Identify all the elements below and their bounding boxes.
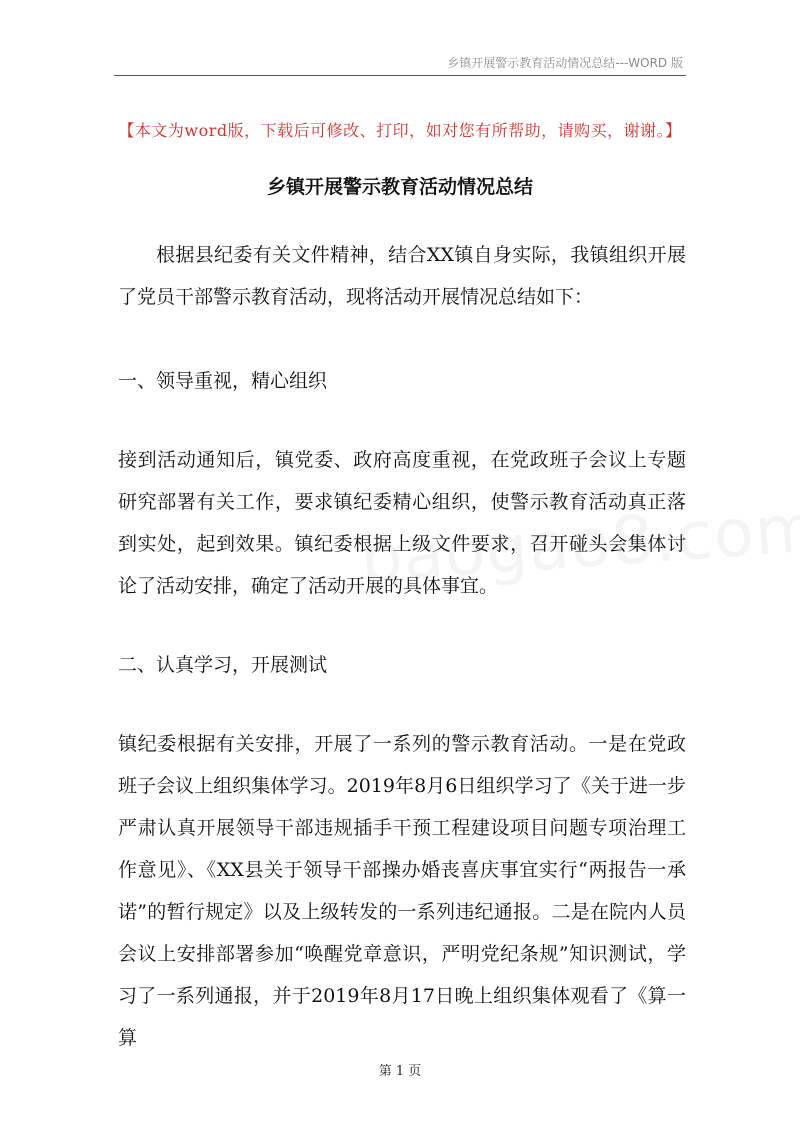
section-1-heading: 一、领导重视，精心组织 [118,370,328,392]
purchase-notice: 【本文为word版，下载后可修改、打印，如对您有所帮助，请购买，谢谢。】 [118,121,682,140]
intro-paragraph: 根据县纪委有关文件精神，结合XX镇自身实际，我镇组织开展了党员干部警示教育活动，现将活动开展情况总结如下： [118,244,686,308]
section-2-heading: 二、认真学习，开展测试 [118,654,328,676]
section-1-body: 接到活动通知后，镇党委、政府高度重视，在党政班子会议上专题研究部署有关工作，要求镇纪委精心组织，使警示教育活动真正落到实处，起到效果。镇纪委根据上级文件要求，召开碰头会集体讨论了活动安排，确定了活动开展的具体事宜。 [118,449,686,597]
header-divider [114,75,686,76]
running-header: 乡镇开展警示教育活动情况总结---WORD 版 [447,56,683,70]
document-title: 乡镇开展警示教育活动情况总结 [266,176,533,198]
page-number: 第 1 页 [378,1064,422,1079]
section-2-body: 镇纪委根据有关安排，开展了一系列的警示教育活动。一是在党政班子会议上组织集体学习。2019年8月6日组织学习了《关于进一步严肃认真开展领导干部违规插手干预工程建设项目问题专项治理工作意见》、《XX县关于领导干部操办婚丧喜庆事宜实行“两报告一承诺”的暂行规定》以及上级转发的一系列违纪通报。二是在院内人员会议上安排部署参加“唤醒党章意识，严明党纪条规”知识测试，学习了一系列通报，并于2019年8月17日晚上组织集体观看了《算一算 [118,733,686,1049]
